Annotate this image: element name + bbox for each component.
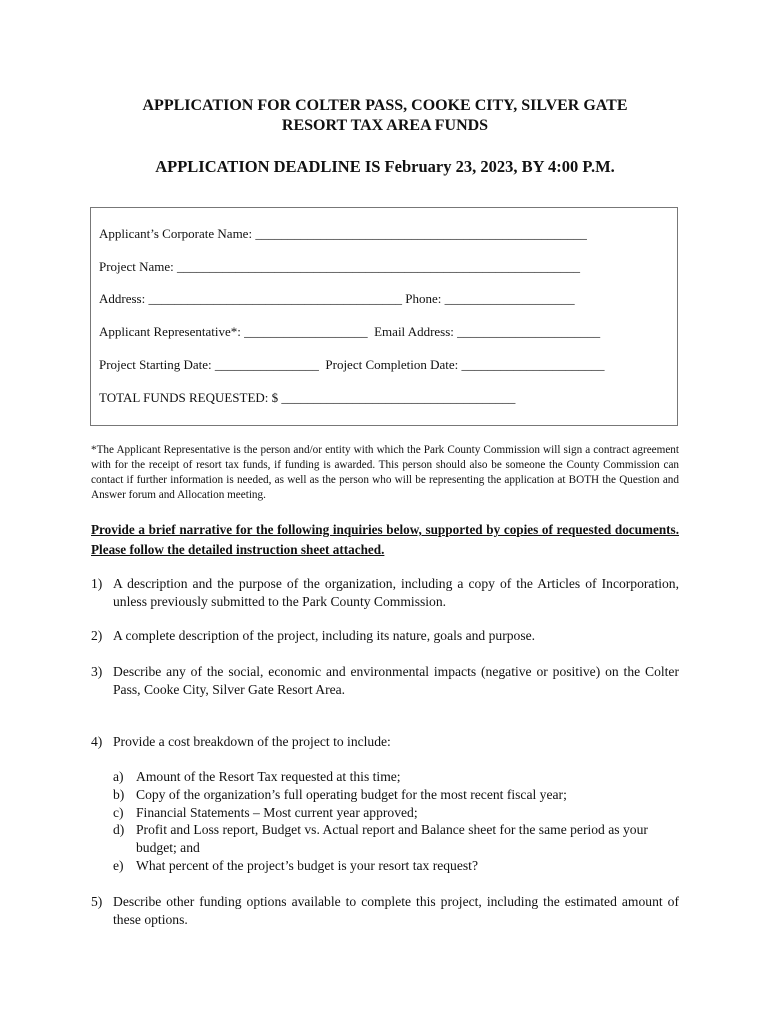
list-item <box>91 575 679 611</box>
sub-item-letter: e) <box>113 858 124 873</box>
sub-item-text: Financial Statements – Most current year approved; <box>136 805 418 820</box>
sub-item-text: Amount of the Resort Tax requested at this time; <box>136 769 401 784</box>
list-item <box>91 627 679 645</box>
item-number: 1) <box>91 576 103 591</box>
sub-item-text: Profit and Loss report, Budget vs. Actual report and Balance sheet for the same period as your budget; and <box>136 822 648 855</box>
list-item <box>91 663 679 699</box>
page-title-line1: APPLICATION FOR COLTER PASS, COOKE CITY, SILVER GATE <box>142 97 628 114</box>
corporate-name-field[interactable]: Applicant’s Corporate Name: ___________________________________________________ <box>99 226 587 241</box>
sub-item-text: Copy of the organization’s full operating budget for the most recent fiscal year; <box>136 787 567 802</box>
applicant-info-box <box>90 207 678 426</box>
sub-list-item <box>113 768 680 786</box>
list-item <box>91 893 679 929</box>
narrative-heading: Provide a brief narrative for the following inquiries below, supported by copies of requested documents. Please follow the detailed instruction sheet attached. <box>91 522 679 557</box>
sub-list-item <box>113 857 680 875</box>
item-number: 4) <box>91 734 103 749</box>
item-text: Describe any of the social, economic and environmental impacts (negative or positive) on the Colter Pass, Cooke City, Silver Gate Resort Area. <box>113 664 679 697</box>
item-text: Provide a cost breakdown of the project to include: <box>113 734 391 749</box>
project-name-field[interactable]: Project Name: ______________________________________________________________ <box>99 259 580 274</box>
list-item <box>91 733 679 751</box>
total-funds-field[interactable]: TOTAL FUNDS REQUESTED: $ ____________________________________ <box>99 390 516 405</box>
page-title-line2: RESORT TAX AREA FUNDS <box>281 117 489 134</box>
representative-email-field[interactable]: Applicant Representative*: ___________________ Email Address: ______________________ <box>99 324 601 339</box>
item-text: A description and the purpose of the organization, including a copy of the Articles of Incorporation, unless previously submitted to the Park County Commission. <box>113 576 679 609</box>
sub-item-text: What percent of the project’s budget is your resort tax request? <box>136 858 478 873</box>
sub-item-letter: c) <box>113 805 124 820</box>
sub-list-item <box>113 804 680 822</box>
item-text: Describe other funding options available to complete this project, including the estimated amount of these options. <box>113 894 679 927</box>
item-number: 2) <box>91 628 103 643</box>
project-dates-field[interactable]: Project Starting Date: ________________ Project Completion Date: ______________________ <box>99 357 605 372</box>
sub-list-item <box>113 786 680 804</box>
deadline-heading: APPLICATION DEADLINE IS February 23, 2023, BY 4:00 P.M. <box>155 157 615 176</box>
sub-item-letter: b) <box>113 787 125 802</box>
representative-footnote: *The Applicant Representative is the person and/or entity with which the Park County Commission will sign a contract agreement with for the receipt of resort tax funds, if funding is awarded. This person should also be someone the County Commission can contact if further information is needed, as well as the person who will be representing the application at BOTH the Question and Answer forum and Allocation meeting. <box>91 444 679 501</box>
sub-list-item <box>113 821 680 856</box>
item-number: 3) <box>91 664 103 679</box>
item-text: A complete description of the project, including its nature, goals and purpose. <box>113 628 536 643</box>
sub-item-letter: a) <box>113 769 124 784</box>
address-phone-field[interactable]: Address: _______________________________________ Phone: ____________________ <box>99 291 575 306</box>
sub-item-letter: d) <box>113 822 125 837</box>
item-number: 5) <box>91 894 103 909</box>
